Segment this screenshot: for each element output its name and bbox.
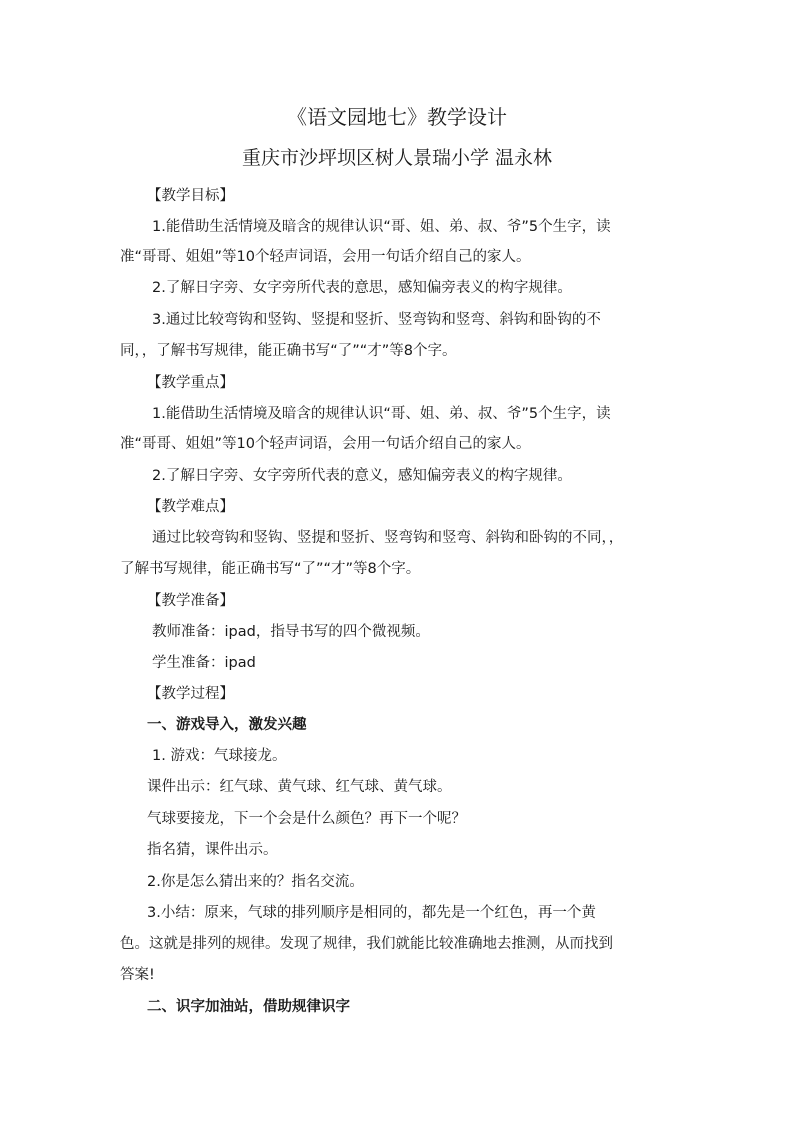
key-points-item1-line1: 1.能借助生活情境及暗含的规律认识“哥、姐、弟、叔、爷”5个生字，读 — [152, 406, 611, 422]
goals-item2: 2.了解日字旁、女字旁所代表的意思，感知偏旁表义的构字规律。 — [152, 280, 572, 296]
section1-summary-line1: 3.小结：原来，气球的排列顺序是相同的，都先是一个红色，再一个黄 — [147, 905, 596, 921]
section1-step1: 1. 游戏：气球接龙。 — [152, 748, 287, 764]
difficulties-heading: 【教学难点】 — [147, 499, 234, 515]
section2-title: 二、识字加油站，借助规律识字 — [147, 999, 350, 1015]
preparation-heading: 【教学准备】 — [147, 593, 234, 609]
section1-question: 气球要接龙，下一个会是什么颜色？再下一个呢？ — [147, 811, 466, 827]
document-title: 《语文园地七》教学设计 — [287, 105, 507, 129]
section1-courseware: 课件出示：红气球、黄气球、红气球、黄气球。 — [147, 779, 452, 795]
goals-item1-line1: 1.能借助生活情境及暗含的规律认识“哥、姐、弟、叔、爷”5个生字，读 — [152, 219, 611, 235]
section1-step2: 2.你是怎么猜出来的？指名交流。 — [147, 874, 364, 890]
section1-title: 一、游戏导入，激发兴趣 — [147, 717, 307, 733]
difficulties-line2: 了解书写规律，能正确书写“了”“才”等8个字。 — [120, 561, 421, 577]
goals-item1-line2: 准“哥哥、姐姐”等10个轻声词语，会用一句话介绍自己的家人。 — [120, 249, 531, 265]
author-line: 重庆市沙坪坝区树人景瑞小学 温永林 — [241, 147, 553, 169]
preparation-student: 学生准备：ipad — [152, 655, 256, 671]
key-points-heading: 【教学重点】 — [147, 375, 234, 391]
section1-summary-line3: 答案! — [120, 967, 155, 983]
difficulties-line1: 通过比较弯钩和竖钩、竖提和竖折、竖弯钩和竖弯、斜钩和卧钩的不同，， — [152, 530, 624, 546]
process-heading: 【教学过程】 — [147, 686, 234, 702]
preparation-teacher: 教师准备：ipad，指导书写的四个微视频。 — [152, 624, 430, 640]
section1-summary-line2: 色。这就是排列的规律。发现了规律，我们就能比较准确地去推测，从而找到 — [120, 936, 613, 952]
key-points-item1-line2: 准“哥哥、姐姐”等10个轻声词语，会用一句话介绍自己的家人。 — [120, 436, 531, 452]
goals-item3-line2: 同，，了解书写规律，能正确书写“了”“才”等8个字。 — [120, 343, 457, 359]
section1-guess: 指名猜，课件出示。 — [147, 842, 278, 858]
goals-item3-line1: 3.通过比较弯钩和竖钩、竖提和竖折、竖弯钩和竖弯、斜钩和卧钩的不 — [152, 312, 601, 328]
goals-heading: 【教学目标】 — [147, 188, 234, 204]
key-points-item2: 2.了解日字旁、女字旁所代表的意义，感知偏旁表义的构字规律。 — [152, 468, 572, 484]
